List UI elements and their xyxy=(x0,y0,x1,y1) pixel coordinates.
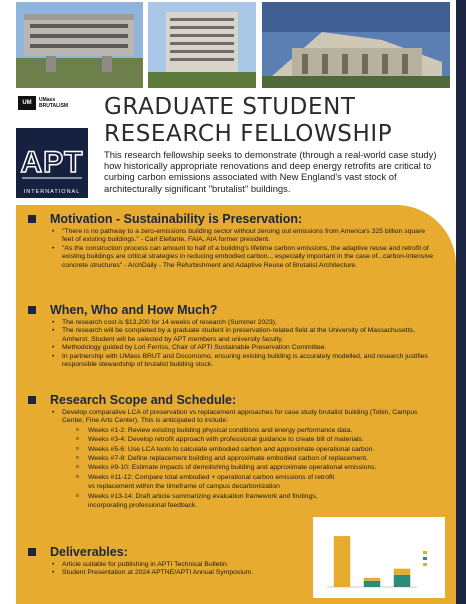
week-item: o Weeks #9-10: Estimate impacts of demolishing building and approximate operational emissions. xyxy=(76,463,438,472)
week-item: o Weeks #5-6: Use LCA tools to calculate embodied carbon and approximate operational carbon. xyxy=(76,445,438,454)
section-bullet-icon xyxy=(28,306,36,314)
chart-svg xyxy=(313,517,445,598)
photo-fine-arts-center xyxy=(262,2,450,88)
list-item: • "As the construction process can amount to half of a building's lifetime carbon emissions, the adaptive reuse and retrofit of existing buildings are critical strategies in reducing embodied carbon... especially important in the case of...carbon-intensive concrete structures" - ArchDaily - The Refurbishment and Adaptive Reuse of Brutalist Architecture. xyxy=(52,245,438,270)
section-header xyxy=(28,212,438,226)
section-title: When, Who and How Much? xyxy=(50,303,218,317)
weeks-list xyxy=(62,426,438,511)
week-item: o Weeks #7-8: Define replacement building and approximate embodied carbon of replacement. xyxy=(76,454,438,463)
list-item: • Methodology guided by Lori Ferriss, Chair of APTI Sustainable Preservation Committee. xyxy=(52,344,438,352)
photo-dormitory-building xyxy=(148,2,256,88)
week-item: o Weeks #11-12: Compare total embodied + operational carbon emissions of retrofit vs replacement within the timeframe of campus decarbonization xyxy=(76,473,338,492)
section-bullet-icon xyxy=(28,396,36,404)
photo-brutalist-tower xyxy=(16,2,143,88)
list-item: • The research will be completed by a graduate student in preservation-related field at the University of Massachusetts, Amherst. Student will be selected by APT members and university faculty. xyxy=(52,327,438,344)
bullet-list xyxy=(28,319,438,369)
section-title: Deliverables: xyxy=(50,545,128,559)
umass-logo-text xyxy=(39,97,68,109)
list-item: • In partnership with UMass BRUT and Docomomo, ensuring existing building is accurately modelled, and research justifies responsible stewardship of brutalist building stock. xyxy=(52,353,438,370)
chart-legend-swatch xyxy=(423,557,427,560)
edge-band xyxy=(456,0,466,604)
umass-label-bottom: BRUTALISM xyxy=(39,103,69,109)
title-line-2: RESEARCH FELLOWSHIP xyxy=(104,121,393,147)
apt-international-logo xyxy=(16,128,88,198)
section-when-who xyxy=(28,303,438,369)
chart-bar xyxy=(364,581,381,587)
umass-label-top: UMass xyxy=(39,97,56,103)
week-item: o Weeks #3-4: Develop retrofit approach with professional guidance to create bill of materials. xyxy=(76,435,438,444)
bullet-list xyxy=(28,409,438,510)
apt-logo-subtitle: INTERNATIONAL xyxy=(23,189,81,195)
page-title xyxy=(104,94,449,148)
chart-bar xyxy=(334,536,351,587)
chart-bar xyxy=(364,578,381,581)
list-item xyxy=(52,409,438,510)
intro-paragraph: This research fellowship seeks to demonstrate (through a real-world case study) how historically appropriate renovations and deep energy retrofits are critical to curbing carbon emissions associated with New England's vast stock of architecturally significant "brutalist" buildings. xyxy=(104,149,437,194)
section-header xyxy=(28,393,438,407)
section-header xyxy=(28,303,438,317)
list-item: • "There is no pathway to a zero-emissions building sector without zeroing out emissions from America's 325 billion square feet of existing buildings." - Carl Elefante, FAIA, AIA former president. xyxy=(52,228,438,245)
week-item: o Weeks #13-14: Draft article summarizing evaluation framework and findings, incorporating professional feedback. xyxy=(76,492,328,511)
week-item: o Weeks #1-2: Review existing building physical conditions and energy performance data. xyxy=(76,426,438,435)
chart-legend-swatch xyxy=(423,551,427,554)
list-item: • Article suitable for publishing in APTI Technical Bulletin. xyxy=(52,561,438,569)
list-item: • Student Presentation at 2024 APTNE/APTI Annual Symposium. xyxy=(52,569,438,577)
section-research-scope xyxy=(28,393,438,510)
bullet-list xyxy=(28,228,438,270)
apt-logo-text: APT xyxy=(20,146,84,179)
chart-legend-swatch xyxy=(423,563,427,566)
list-item: • The research cost is $13,200 for 14 weeks of research (Summer 2023). xyxy=(52,319,438,327)
umass-mark-icon: UM xyxy=(18,96,36,110)
section-title: Motivation - Sustainability is Preservation: xyxy=(50,212,303,226)
section-bullet-icon xyxy=(28,548,36,556)
section-title: Research Scope and Schedule: xyxy=(50,393,237,407)
research-intro: Develop comparative LCA of preservation vs replacement approaches for case study brutalist building (Tobin, Campus Center, Fine Arts Center). This is anticipated to include: xyxy=(62,409,418,425)
chart-bar xyxy=(394,569,411,575)
umass-brutalism-logo xyxy=(18,95,92,111)
carbon-comparison-chart xyxy=(313,517,445,598)
section-motivation xyxy=(28,212,438,270)
chart-bar xyxy=(394,575,411,587)
section-bullet-icon xyxy=(28,215,36,223)
title-line-1: GRADUATE STUDENT xyxy=(104,94,356,120)
